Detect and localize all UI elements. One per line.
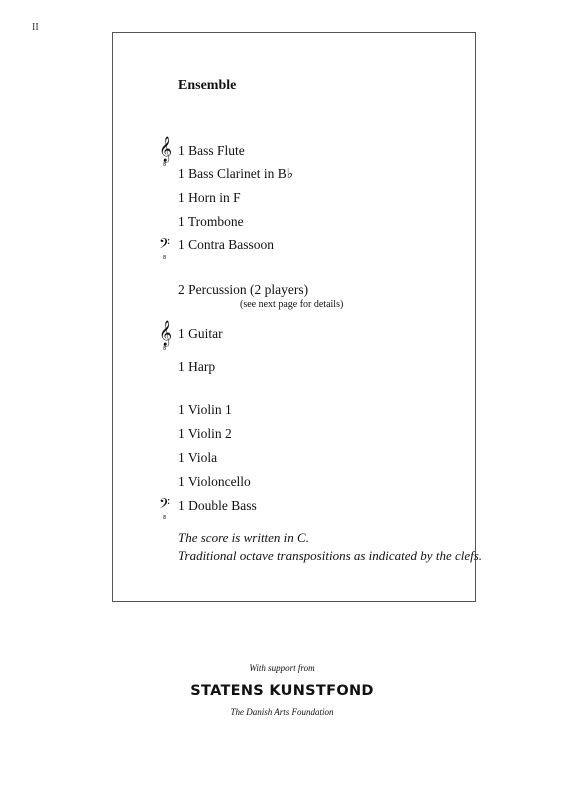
instrument-double-bass: 1 Double Bass (178, 498, 257, 513)
bass-clef-icon: 𝄢 8 (159, 236, 170, 261)
instrument-percussion: 2 Percussion (2 players) (178, 282, 309, 297)
instrument-trombone: 1 Trombone (178, 214, 244, 229)
treble-clef-icon: 𝄞 8 (159, 321, 173, 352)
instrument-viola: 1 Viola (178, 450, 218, 465)
instrument-bass-flute: 1 Bass Flute (178, 143, 245, 158)
instrument-contra-bassoon: 1 Contra Bassoon (178, 237, 274, 252)
foundation-name: The Danish Arts Foundation (230, 707, 334, 717)
percussion-note: (see next page for details) (240, 299, 344, 310)
ensemble-heading: Ensemble (178, 78, 237, 93)
octave-note: Traditional octave transpositions as indicated by the clefs. (178, 548, 483, 563)
instrument-violin-1: 1 Violin 1 (178, 402, 232, 417)
instrument-violoncello: 1 Violoncello (178, 474, 251, 489)
instrument-horn: 1 Horn in F (178, 190, 241, 205)
support-line: With support from (249, 663, 315, 673)
score-note: The score is written in C. (178, 530, 309, 545)
instrument-guitar: 1 Guitar (178, 326, 223, 341)
ensemble-frame (112, 32, 476, 602)
bass-clef-icon: 𝄢 8 (159, 496, 170, 521)
page-number: II (32, 22, 39, 33)
instrument-bass-clarinet: 1 Bass Clarinet in B♭ (178, 166, 294, 181)
instrument-violin-2: 1 Violin 2 (178, 426, 232, 441)
instrument-harp: 1 Harp (178, 359, 216, 374)
statens-kunstfond-logo: STATENS KUNSTFOND (190, 683, 374, 699)
treble-clef-icon: 𝄞 8 (159, 137, 173, 168)
